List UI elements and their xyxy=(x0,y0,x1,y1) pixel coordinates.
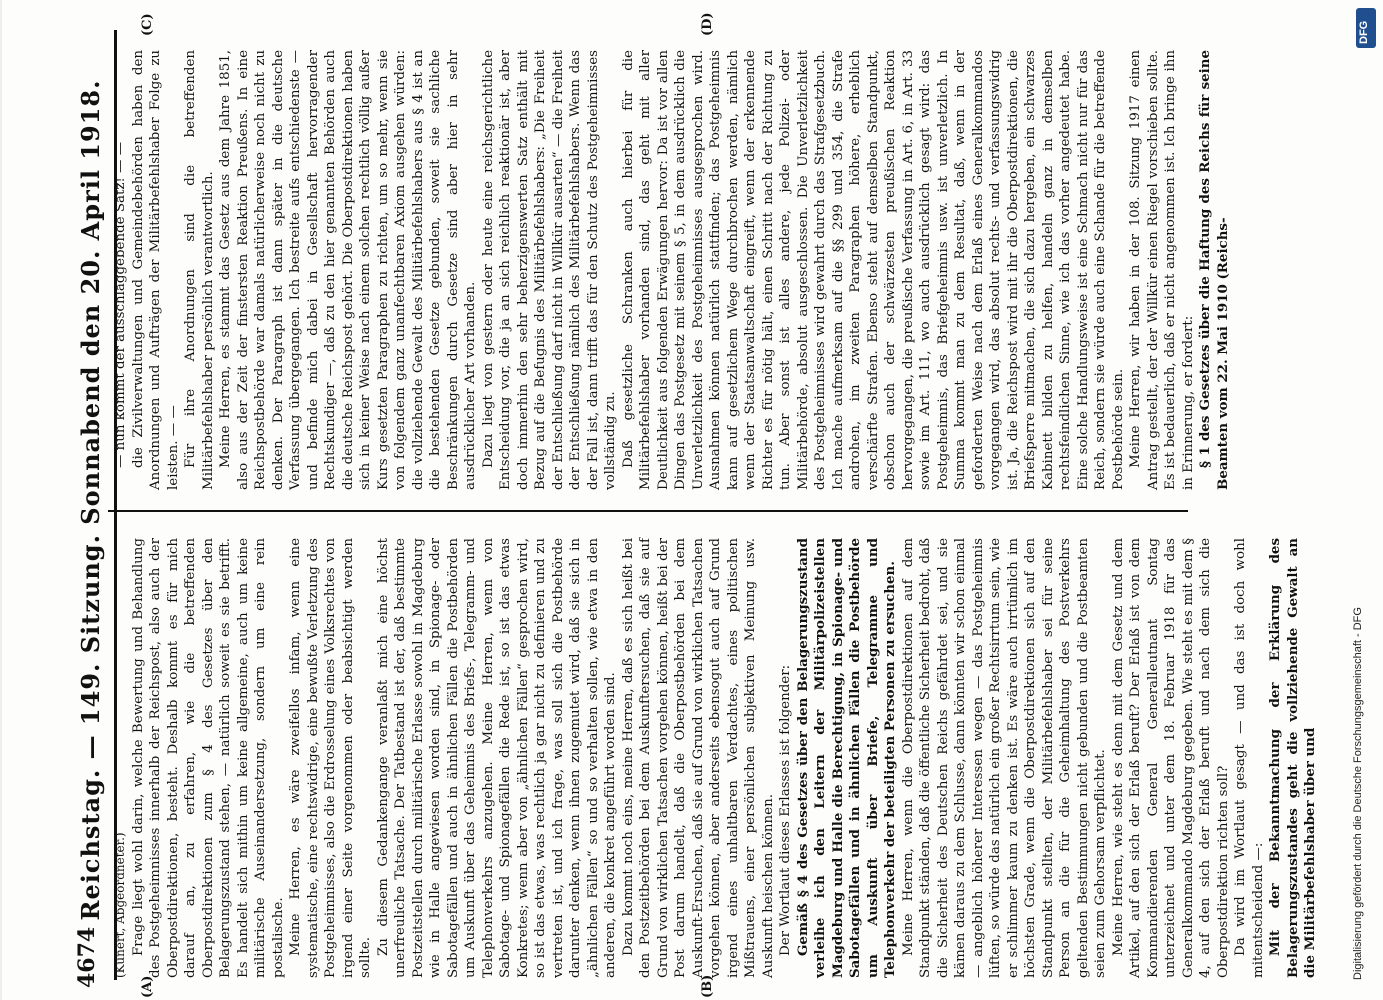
page-number: 4674 xyxy=(74,926,100,988)
paragraph: Da wird im Wortlaut gesagt — und das ist doch wohl mitentscheidend —: xyxy=(1233,538,1266,978)
paragraph: Meine Herren, es wäre zweifellos infam, wenn eine systematische, eine rechtswidrige, eine bewußte Verletzung des Postgeheimnisses, also die Erdrosselung eines Volksrechtes von irgend einer Seite vorgenommen oder beabsichtigt werden sollte. xyxy=(288,538,373,978)
paragraph: Der Wortlaut dieses Erlasses ist folgender: xyxy=(778,664,793,956)
paragraph: Meine Herren, wie steht es denn mit dem Gesetz und dem Artikel, auf den sich der Erlaß beruft? Der Erlaß ist von dem Kommandierenden General Generalleutnant Sontag unterzeichnet und unter dem 18. Februar 1918 für das Generalkommando Magdeburg gegeben. Wie steht es mit dem § 4, auf den sich der Erlaß beruft und nach dem sich die Oberpostdirektion richten soll? xyxy=(1110,538,1231,978)
marker-b: (B) xyxy=(700,974,715,998)
left-column xyxy=(112,538,1320,978)
marker-d: (D) xyxy=(700,12,715,36)
paragraph: Dazu liegt von gestern oder heute eine reichsgerichtliche Entscheidung vor, die ja an sich reichlich reaktionär ist, aber doch immerhin den sehr beherzigenswerten Satz enthält mit Bezug auf die Befugnis des Militärbefehlshabers: „Die Freiheit der Entschließung darf nicht in Willkür ausarten“ — die Freiheit der Entschließung nämlich des Militärbefehlshabers. Wenn das der Fall ist, dann trifft das für den Schutz des Postgeheimnisses vollständig zu. xyxy=(480,50,618,490)
paragraph: Meine Herren, es stammt das Gesetz aus dem Jahre 1851, also aus der Zeit der finstersten Reaktion Preußens. In eine Reichspostbehörde war damals natürlicherweise noch nicht zu denken. Der Paragraph ist dann später in die deutsche Verfassung übergegangen. Ich bestreite aufs entschiedenste — und befinde mich dabei in Gesellschaft hervorragender Rechtskundiger —, daß zu den hier genannten Behörden auch die deutsche Reichspost gehört. Die Oberpostdirektionen haben sich in keiner Weise nach einem solchen rechtlich völlig außer Kurs gesetzten Paragraphen zu richten, um so mehr, wenn sie von folgendem ganz unanfechtbaren Axiom ausgehen würden: die vollziehende Gewalt des Militärbefehlshabers aus § 4 ist an die bestehenden Gesetze gebunden, soweit sie sachliche Beschränkungen durch Gesetze sind aber hier in sehr ausdrücklicher Art vorhanden. xyxy=(218,50,478,490)
paragraph: § 1 des Gesetzes über die Haftung des Reichs für seine Beamten vom 22. Mai 1910 (Reichs- xyxy=(1197,50,1231,490)
paragraph: Meine Herren, wir haben in der 108. Sitzung 1917 einen Antrag gestellt, der der Willkür einen Riegel vorschieben sollte. Es ist bedauerlich, daß er nicht angenommen ist. Ich bringe ihn in Erinnerung, er fordert: xyxy=(1128,50,1196,490)
digitization-credit xyxy=(1352,20,1368,980)
paragraph: Daß gesetzliche Schranken auch hierbei für die Militärbefehlshaber vorhanden sind, das geht mit aller Deutlichkeit aus folgenden Erwägungen hervor: Da ist vor allen Dingen das Postgesetz mit seinem § 5, in dem ausdrücklich die Unverletzlichkeit des Postgeheimnisses ausgesprochen wird. Ausnahmen können natürlich stattfinden; das Postgeheimnis kann auf gesetzlichem Wege durchbrochen werden, nämlich wenn der Staatsanwaltschaft eingreift, wenn der erkennende Richter es für nötig hält, einen Schritt nach der Richtung zu tun. Aber sonst ist alles andere, jede Polizei- oder Militärbehörde, absolut ausgeschlossen. Die Unverletzlichkeit des Postgeheimnisses wird gewahrt durch das Strafgesetzbuch. Ich mache aufmerksam auf die §§ 299 und 354, die Strafe androhen, im zweiten Paragraphen höhere, erheblich verschärfte Strafen. Ebenso steht auf demselben Standpunkt, obschon auch der schwärzesten preußischen Reaktion hervorgegangen, die preußische Verfassung in Art. 6, in Art. 33 sowie im Art. 111, wo auch ausdrücklich gesagt wird: das Postgeheimnis, das Briefgeheimnis usw. ist unverletzlich. In Summa kommt man zu dem Resultat, daß, wenn in der geforderten Weise nach dem Erlaß eines Generalkommandos vorgegangen wird, das absolut rechts- und verfassungswidrig ist. Ja, die Reichspost wird mit ihr die Oberpostdirektionen, die Briefsperre mitmachen, die sich dazu hergeben, ein schwarzes Kabinett bilden zu helfen, handeln ganz in demselben rechtsfeindlichen Sinne, wie ich das vorher angedeutet habe. Eine solche Handlungsweise ist eine Schmach nicht nur für das Reich, sondern sie würde auch eine Schande für die betreffende Postbehörde sein. xyxy=(620,50,1126,490)
quoted-decree: Gemäß § 4 des Gesetzes über den Belagerungszustand verleihe ich den Leitern der Militärpolizeistellen Magdeburg und Halle die Berechtigung, in Spionage- und Sabotagefällen und in ähnlichen Fällen die Postbehörde um Auskunft über Briefe, Telegramme und Telephonverkehr der beteiligten Personen zu ersuchen. xyxy=(794,538,898,978)
marker-a: (A) xyxy=(140,975,155,998)
paragraph: Frage liegt wohl darin, welche Bewertung und Behandlung des Postgeheimnisses innerhalb der Reichspost, also auch der Oberpostdirektionen, besteht. Deshalb kommt es für mich darauf an, zu erfahren, wie die betreffenden Oberpostdirektionen zum § 4 des Gesetzes über den Belagerungszustand stehen, — natürlich soweit es sie betrifft. Es handelt sich mithin um keine allgemeine, auch um keine militärische Auseinandersetzung, sondern um eine rein postalische. xyxy=(130,538,286,978)
paragraph: Meine Herren, wenn die Oberpostdirektionen auf dem Standpunkt ständen, daß die öffentliche Sicherheit bedroht, daß die Sicherheit des Deutschen Reichs gefährdet sei, und sie kämen daraus zu dem Schlusse, dann könnten wir schon einmal — angeblich höherer Interessen wegen — das Postgeheimnis lüften, so würde das natürlich ein großer Rechtsirrtum sein, wie er schlimmer kaum zu denken ist. Es wäre auch irrtümlich im höchsten Grade, wenn die Oberpostdirektionen sich auf den Standpunkt stellten, der Militärbefehlshaber sei für seine Person an die für die Geheimhaltung des Postverkehrs geltenden Bestimmungen nicht gebunden und die Postbeamten seien zum Gehorsam verpflichtet. xyxy=(900,538,1108,978)
credit-text: Digitalisierung gefördert durch die Deutsche Forschungsgemeinschaft - DFG xyxy=(1352,607,1364,980)
marker-c: (C) xyxy=(140,13,155,36)
paragraph: Für ihre Anordnungen sind die betreffenden Militärbefehlshaber persönlich verantwortlich. xyxy=(183,50,216,490)
speaker-note: (Kunert, Abgeordneter.) xyxy=(113,832,127,978)
right-column xyxy=(112,50,1232,490)
quoted-law: Mit der Bekanntmachung der Erklärung des Belagerungszustandes geht die vollziehende Gewalt an die Militärbefehlshaber über und xyxy=(1267,538,1318,978)
column-divider xyxy=(108,510,1188,512)
page-header xyxy=(14,0,104,1000)
paragraph: Zu diesem Gedankengange veranlaßt mich eine höchst unerfreuliche Tatsache. Der Tatbestand ist der, daß bestimmte Postzeitstellen durch militärische Erlasse sowohl in Magdeburg wie in Halle angewiesen worden sind, in Spionage- oder Sabotagefällen und auch in ähnlichen Fällen die Postbehörden um Auskunft über das Geheimnis des Briefs-, Telegramm- und Telephonverkehrs anzugehen. Meine Herren, wenn von Sabotage- und Spionagefällen die Rede ist, so ist das etwas Konkretes; wenn aber von „ähnlichen Fällen“ gesprochen wird, so ist das etwas, was rechtlich ja gar nicht zu definieren und zu vertreten ist, und ich frage, was soll sich die Postbehörde darunter denken, wenn ihnen zugemutet wird, daß sie sich in „ähnlichen Fällen“ so und so verhalten sollen, wie etwa in den anderen, die konkret angeführt worden sind. xyxy=(375,538,618,978)
paragraph: die Zivilverwaltungen und Gemeindebehörden haben den Anordnungen und Aufträgen der Militärbefehlshaber Folge zu leisten. — — xyxy=(130,50,181,490)
paragraph: Dazu kommt noch eins, meine Herren, daß es sich heißt bei den Postzeitbehörden bei dem Auskunftersuchen, daß sie auf Grund von wirklichen Tatsachen vorgehen können, heißt bei der Post darum handelt, daß die Oberpostbehörden bei dem Auskunft-Ersuchen, daß sie auf Grund von wirklichen Tatsachen vorgehen können, aber anderseits ebensogut auch auf Grund irgend eines unhaltbaren Verdachtes, eines politischen Mißtrauens, einer persönlichen subjektiven Meinung usw. Auskunft heischen können. xyxy=(620,538,776,978)
running-title: Reichstag. — 149. Sitzung. Sonnabend den 20. April 1918. xyxy=(76,79,105,921)
paragraph: — nun kommt der ausschlaggebende Satz! — — xyxy=(113,141,128,468)
dfg-logo-text: DFG xyxy=(1358,20,1370,44)
